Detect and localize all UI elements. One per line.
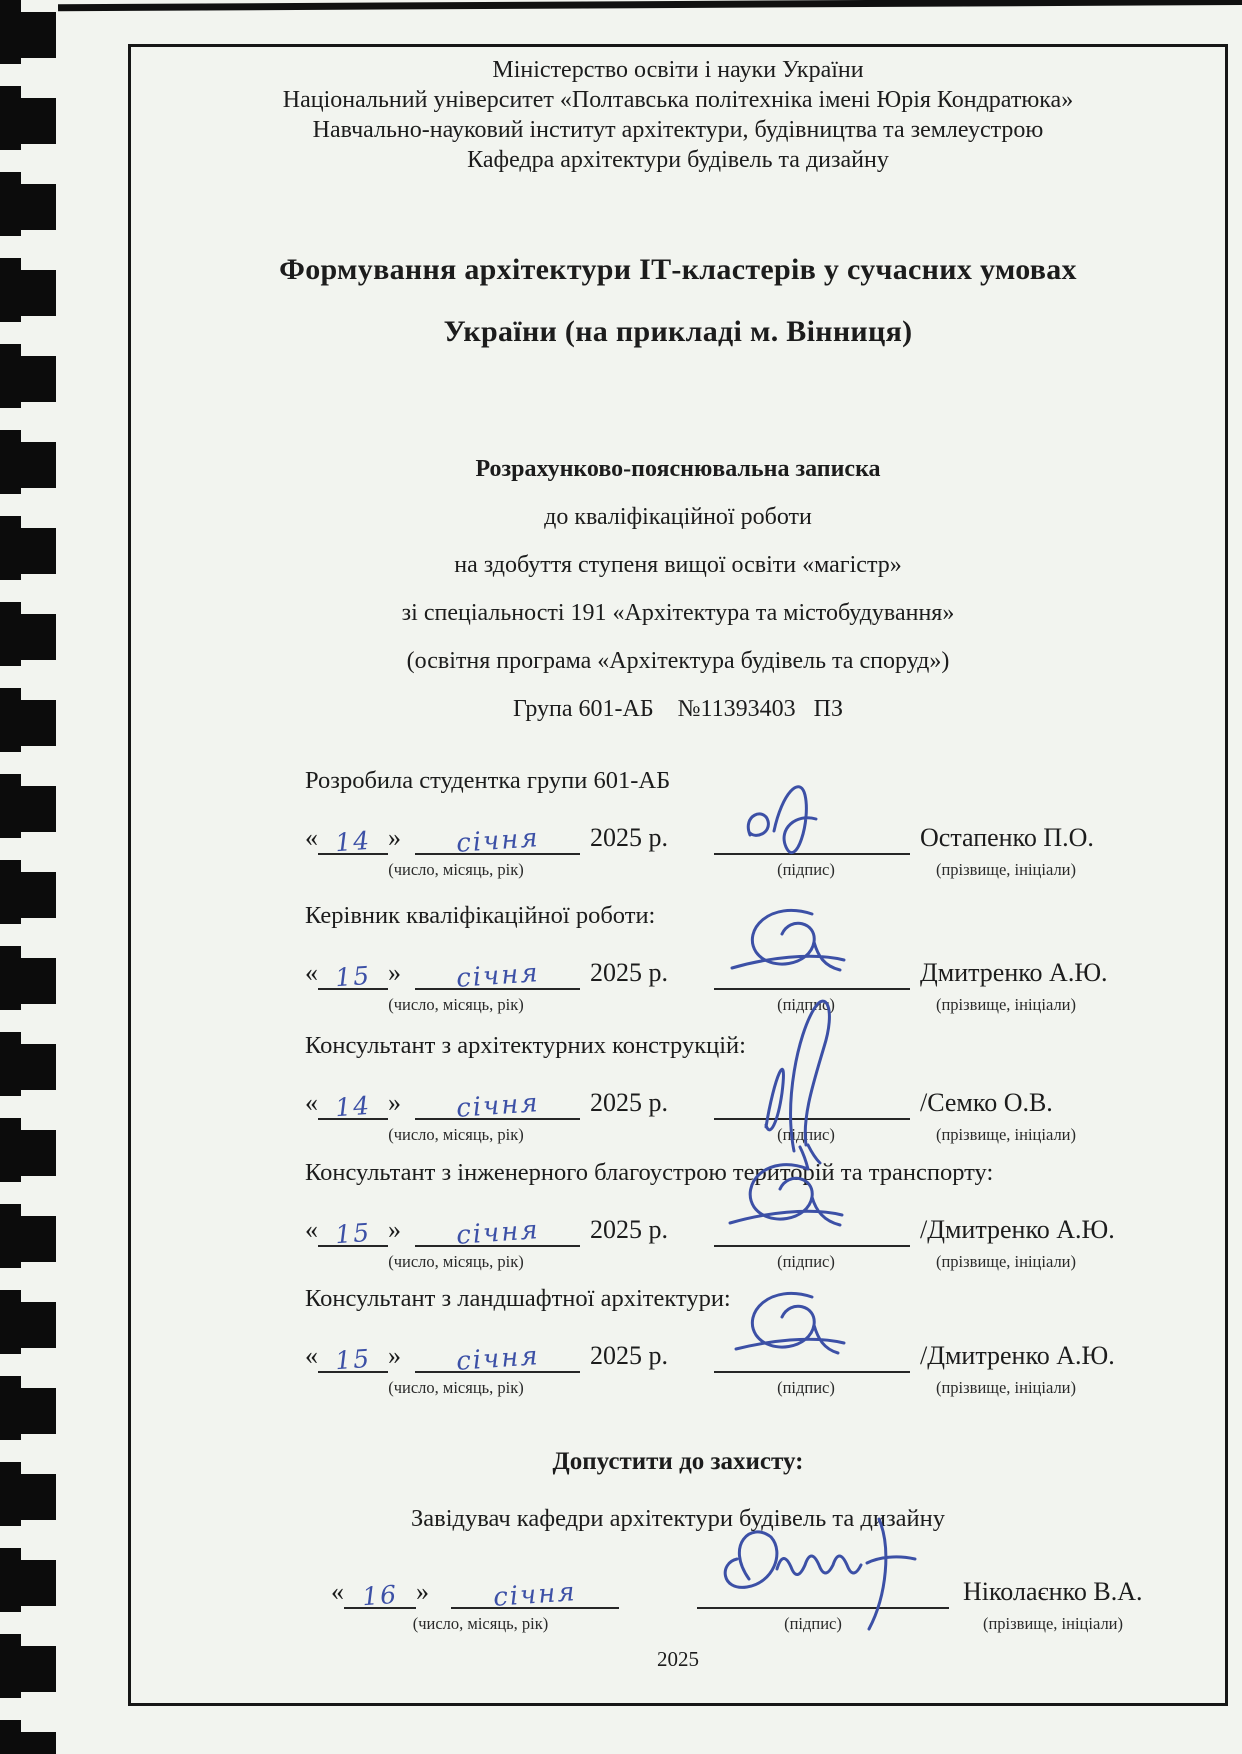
- quote-close: »: [416, 1577, 429, 1606]
- year-label: 2025 р.: [590, 958, 668, 987]
- specialty-line: зі спеціальності 191 «Архітектура та містобудування»: [401, 600, 955, 626]
- work-type-line: до кваліфікаційної роботи: [544, 504, 812, 530]
- month-blank: [415, 815, 580, 859]
- sign-caption: (підпис): [777, 995, 835, 1014]
- date-signature-row: [305, 1074, 1235, 1124]
- month-blank: [451, 1569, 619, 1613]
- signature-block-transport-consultant: [305, 1157, 1235, 1272]
- signature-line: [714, 1080, 910, 1120]
- name-caption: (прізвище, ініціали): [935, 1252, 1077, 1271]
- sign-caption: (підпис): [777, 1252, 835, 1271]
- date-signature-row: [305, 809, 1235, 859]
- handwritten-month: січня: [492, 1577, 578, 1613]
- handwritten-day: 15: [334, 1343, 373, 1376]
- quote-close: »: [388, 1341, 401, 1370]
- quote-close: »: [388, 1215, 401, 1244]
- institute-line: Навчально-науковий інститут архітектури, будівництва та землеустрою: [312, 117, 1044, 143]
- date-caption: (число, місяць, рік): [388, 1378, 524, 1397]
- date-caption: (число, місяць, рік): [388, 860, 524, 879]
- ministry-line: Міністерство освіти і науки України: [492, 57, 864, 83]
- person-name: Ніколаєнко В.А.: [963, 1577, 1143, 1606]
- role-label-landscape: Консультант з ландшафтної архітектури:: [305, 1285, 731, 1312]
- date-signature-row: [331, 1563, 1242, 1613]
- month-blank: [415, 950, 580, 994]
- person-name: Дмитренко А.Ю.: [920, 958, 1108, 987]
- dmytrenko-signature: [712, 1145, 912, 1255]
- signature-line: [714, 1333, 910, 1373]
- footer-year: 2025: [657, 1647, 699, 1671]
- name-caption: (прізвище, ініціали): [935, 995, 1077, 1014]
- signature-line: [714, 815, 910, 855]
- program-line: (освітня програма «Архітектура будівель та споруд»): [406, 648, 950, 674]
- handwritten-day: 15: [334, 960, 373, 993]
- year-label: 2025 р.: [590, 1215, 668, 1244]
- handwritten-day: 15: [334, 1217, 373, 1250]
- day-blank: [318, 815, 388, 858]
- person-name: /Дмитренко А.Ю.: [920, 1215, 1115, 1244]
- month-blank: [415, 1207, 580, 1251]
- group-number-line: Група 601-АБ №11393403 ПЗ: [512, 696, 843, 722]
- sign-caption: (підпис): [777, 860, 835, 879]
- sign-caption: (підпис): [777, 1125, 835, 1144]
- person-name: /Семко О.В.: [920, 1088, 1053, 1117]
- quote-open: «: [305, 1215, 318, 1244]
- quote-close: »: [388, 823, 401, 852]
- thesis-title-line2: України (на прикладі м. Вінниця): [443, 315, 913, 348]
- handwritten-month: січня: [455, 1088, 541, 1124]
- person-name: /Дмитренко А.Ю.: [920, 1341, 1115, 1370]
- thesis-title: [131, 239, 1225, 363]
- university-line: Національний університет «Полтавська політехніка імені Юрія Кондратюка»: [282, 87, 1074, 113]
- scan-edge-artifact: [58, 0, 1242, 11]
- quote-open: «: [305, 1088, 318, 1117]
- degree-line: на здобуття ступеня вищої освіти «магістр»: [454, 552, 902, 578]
- signature-block-landscape-consultant: [305, 1283, 1235, 1398]
- dmytrenko-signature: [712, 898, 912, 998]
- caption-row: [305, 1252, 1235, 1272]
- date-caption: (число, місяць, рік): [388, 1125, 524, 1144]
- role-label-transport: Консультант з інженерного благоустрою територій та транспорту:: [305, 1159, 994, 1186]
- date-signature-row: [305, 944, 1235, 994]
- handwritten-month: січня: [455, 1341, 541, 1377]
- year-label: 2025 р.: [590, 1088, 668, 1117]
- date-signature-row: [305, 1327, 1235, 1377]
- date-caption: (число, місяць, рік): [388, 1252, 524, 1271]
- name-caption: (прізвище, ініціали): [935, 1125, 1077, 1144]
- caption-row: [305, 1378, 1235, 1398]
- quote-open: «: [305, 958, 318, 987]
- date-caption: (число, місяць, рік): [388, 995, 524, 1014]
- day-blank: [344, 1569, 416, 1612]
- handwritten-day: 16: [361, 1579, 400, 1612]
- signature-line: [714, 1207, 910, 1247]
- note-type-line: Розрахунково-пояснювальна записка: [475, 456, 881, 482]
- quote-close: »: [388, 958, 401, 987]
- day-blank: [318, 1333, 388, 1376]
- quote-open: «: [331, 1577, 344, 1606]
- year-label: 2025 р.: [590, 823, 668, 852]
- handwritten-month: січня: [455, 823, 541, 859]
- name-caption: (прізвище, ініціали): [982, 1614, 1124, 1633]
- binding-comb-teeth: [2, 12, 56, 1754]
- person-name: Остапенко П.О.: [920, 823, 1094, 852]
- day-blank: [318, 950, 388, 993]
- dmytrenko-signature: [712, 1281, 912, 1381]
- document-info: [131, 445, 1225, 733]
- approval-heading: Допустити до захисту:: [552, 1448, 804, 1475]
- name-caption: (прізвище, ініціали): [935, 1378, 1077, 1397]
- sign-caption: (підпис): [784, 1614, 842, 1633]
- quote-close: »: [388, 1088, 401, 1117]
- month-blank: [415, 1080, 580, 1124]
- handwritten-month: січня: [455, 958, 541, 994]
- ostapenko-signature: [712, 773, 912, 863]
- department-line: Кафедра архітектури будівель та дизайну: [467, 147, 889, 173]
- role-label-structures: Консультант з архітектурних конструкцій:: [305, 1032, 746, 1059]
- handwritten-day: 14: [334, 1090, 373, 1123]
- semko-signature: [712, 993, 912, 1163]
- signature-line: [714, 950, 910, 990]
- quote-open: «: [305, 1341, 318, 1370]
- month-blank: [415, 1333, 580, 1377]
- role-label-supervisor: Керівник кваліфікаційної роботи:: [305, 902, 656, 929]
- signature-block-structures-consultant: [305, 1030, 1235, 1145]
- date-signature-row: [305, 1201, 1235, 1251]
- handwritten-day: 14: [334, 825, 373, 858]
- day-blank: [318, 1080, 388, 1123]
- caption-row: [305, 860, 1235, 880]
- approval-role: Завідувач кафедри архітектури будівель та дизайну: [410, 1505, 945, 1532]
- role-label-student: Розробила студентка групи 601-АБ: [305, 767, 671, 794]
- year-label: 2025 р.: [590, 1341, 668, 1370]
- signature-block-student: [305, 765, 1235, 880]
- day-blank: [318, 1207, 388, 1250]
- page-border-frame: [128, 44, 1228, 1706]
- nikolaienko-signature: [693, 1511, 953, 1641]
- signature-block-head-of-department: [331, 1563, 1242, 1634]
- sign-caption: (підпис): [777, 1378, 835, 1397]
- signature-line: [697, 1569, 949, 1609]
- quote-open: «: [305, 823, 318, 852]
- date-caption: (число, місяць, рік): [412, 1614, 549, 1633]
- institution-header: [131, 55, 1225, 175]
- handwritten-month: січня: [455, 1215, 541, 1251]
- name-caption: (прізвище, ініціали): [935, 860, 1077, 879]
- thesis-title-line1: Формування архітектури ІТ-кластерів у сучасних умовах: [279, 253, 1077, 286]
